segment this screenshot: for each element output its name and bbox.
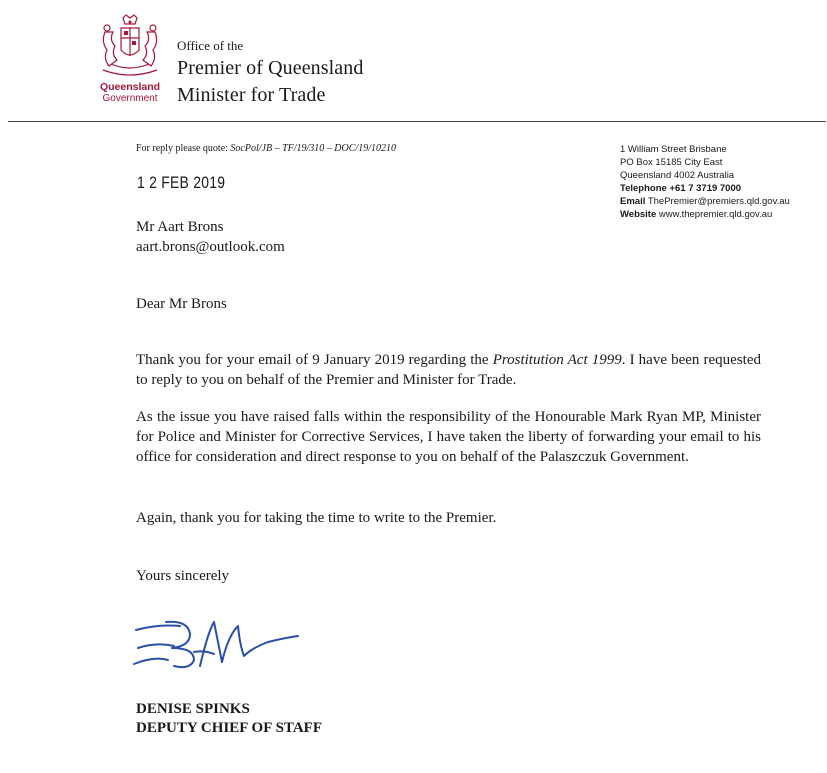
signatory-name: DENISE SPINKS: [136, 701, 250, 717]
website-value[interactable]: www.thepremier.qld.gov.au: [658, 209, 773, 220]
government-name-line2: Government: [102, 93, 158, 104]
reference-code: SocPol/JB – TF/19/310 – DOC/19/10210: [230, 143, 396, 154]
body-paragraph-1: [136, 350, 761, 390]
contact-street: 1 William Street Brisbane: [620, 144, 727, 155]
website-label: Website: [620, 209, 657, 220]
reference-line: [136, 143, 396, 154]
government-name-line1: Queensland: [99, 81, 161, 93]
closing: Yours sincerely: [136, 568, 230, 584]
office-title-premier: Premier of Queensland: [177, 57, 364, 79]
office-of-label: Office of the: [177, 38, 244, 53]
email-value[interactable]: ThePremier@premiers.qld.gov.au: [647, 196, 790, 207]
signatory-title: DEPUTY CHIEF OF STAFF: [136, 720, 322, 736]
telephone-value: +61 7 3719 7000: [669, 183, 742, 194]
header-divider: [8, 121, 826, 122]
body-paragraph-3: Again, thank you for taking the time to write to the Premier.: [136, 510, 497, 526]
contact-block: [620, 143, 790, 221]
contact-po-box: PO Box 15185 City East: [620, 157, 723, 168]
act-title: Prostitution Act 1999: [492, 352, 622, 368]
handwritten-signature: [128, 612, 303, 674]
contact-website-row: [620, 208, 790, 221]
contact-telephone-row: [620, 182, 790, 195]
para1-text-end: . I have been requested to reply to you on behalf of the Premier and Minister for Trade.: [136, 352, 761, 388]
office-title-minister: Minister for Trade: [177, 84, 326, 106]
queensland-crest-icon: [93, 14, 167, 84]
para1-text-start: Thank you for your email of 9 January 2019 regarding the: [136, 352, 493, 368]
body-paragraph-2: As the issue you have raised falls within the responsibility of the Honourable Mark Ryan MP, Minister for Police and Minister for Corrective Services, I have taken the liberty of forwarding your email to his office for consideration and direct response to you on behalf of the Palaszczuk Government.: [136, 409, 761, 465]
recipient-name: Mr Aart Brons: [136, 219, 224, 235]
letter-date-stamp: 1 2 FEB 2019: [137, 173, 226, 192]
government-wordmark: [90, 82, 170, 104]
reference-prefix: For reply please quote:: [136, 143, 228, 154]
salutation: Dear Mr Brons: [136, 296, 227, 312]
telephone-label: Telephone: [620, 183, 667, 194]
contact-email-row: [620, 195, 790, 208]
contact-state: Queensland 4002 Australia: [620, 170, 735, 181]
recipient-email[interactable]: aart.brons@outlook.com: [136, 239, 285, 255]
email-label: Email: [620, 196, 646, 207]
